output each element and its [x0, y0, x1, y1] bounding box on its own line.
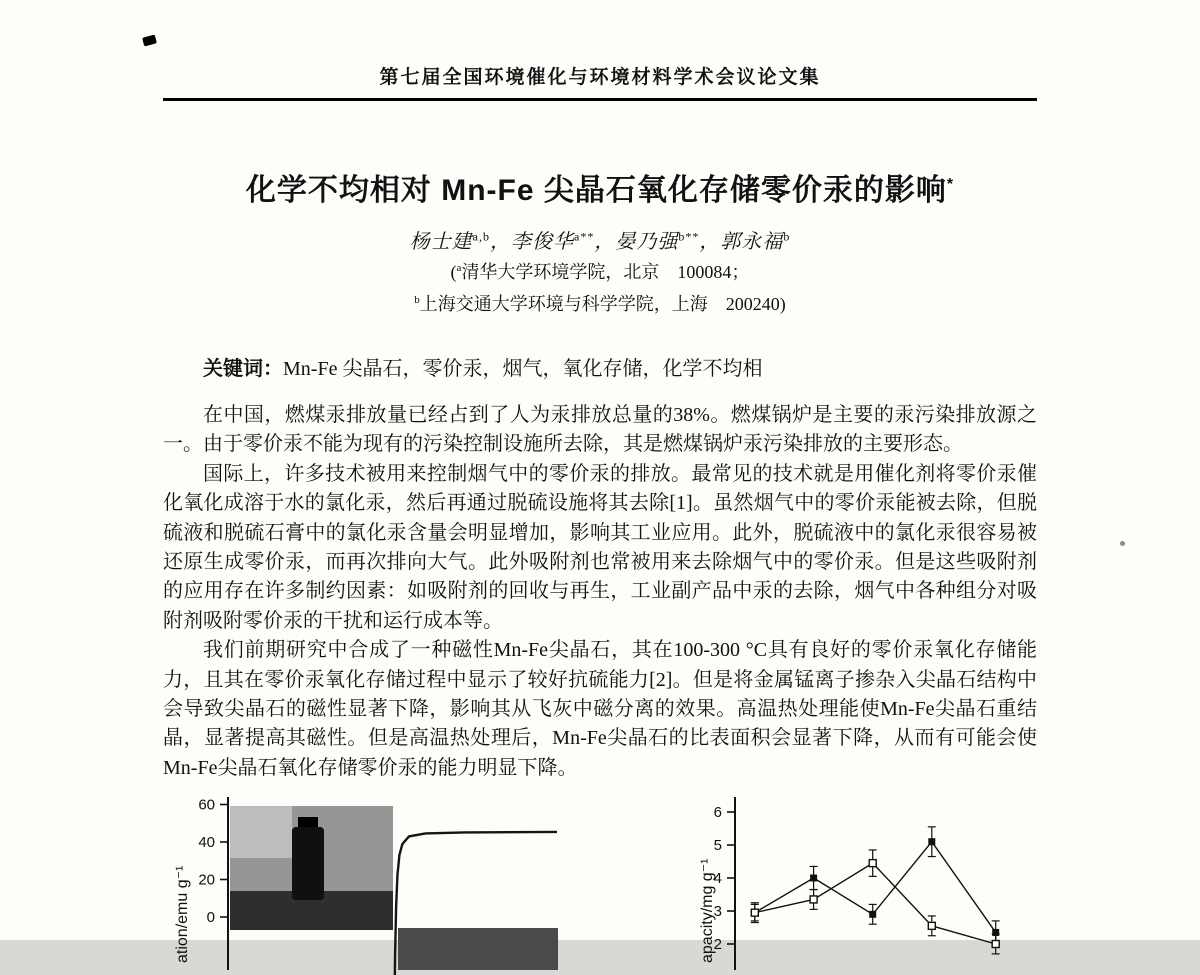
y-tick-label: 3	[714, 903, 722, 920]
scan-artifact-dot	[1120, 541, 1125, 546]
affiliation-line-2	[163, 286, 1037, 318]
inset-photo-vial-magnet	[230, 806, 393, 930]
series-1-line	[755, 842, 996, 933]
scan-artifact-mark	[142, 34, 157, 46]
series-2-marker	[928, 922, 935, 929]
keywords-text: Mn-Fe 尖晶石，零价汞，烟气，氧化存储，化学不均相	[283, 358, 762, 380]
paragraph-2: 国际上，许多技术被用来控制烟气中的零价汞的排放。最常见的技术就是用催化剂将零价汞催化氧化成溶于水的氯化汞，然后再通过脱硫设施将其去除[1]。虽然烟气中的零价汞能被去除，但脱硫液和脱硫石膏中的氯化汞含量会明显增加，影响其工业应用。此外，脱硫液中的氯化汞很容易被还原生成零价汞，而再次排向大气。此外吸附剂也常被用来去除烟气中的零价汞。但是这些吸附剂的应用存在许多制约因素：如吸附剂的回收与再生，工业副产品中汞的去除，烟气中各种组分对吸附剂吸附零价汞的干扰和运行成本等。	[163, 460, 1037, 636]
hg-capacity-chart	[690, 795, 1048, 970]
affiliation-1-text: 清华大学环境学院，北京 100084；	[461, 262, 749, 282]
series-2-line	[755, 863, 996, 944]
affiliation-1-mark: a	[457, 262, 462, 274]
y-tick-label: 20	[198, 872, 215, 889]
author-3-name: 晏乃强	[615, 231, 678, 253]
author-1-affil-mark: a,b	[473, 229, 490, 243]
conference-header: 第七届全国环境催化与环境材料学术会议论文集	[163, 0, 1037, 89]
author-1-sep: ，	[490, 231, 511, 253]
magnetization-chart	[165, 795, 563, 970]
page-content	[163, 0, 1037, 783]
y-tick-label: 2	[714, 936, 722, 953]
author-4-affil-mark: b	[783, 229, 790, 243]
author-2-sep: ，	[594, 231, 615, 253]
figure-magnetization	[165, 795, 563, 940]
y-axis-label: ation/emu g⁻¹	[174, 866, 191, 963]
author-4-name: 郭永福	[720, 231, 783, 253]
figure-hg-capacity	[690, 795, 1048, 940]
series-1-marker	[810, 875, 817, 882]
y-tick-label: 4	[714, 870, 722, 887]
author-1	[410, 231, 511, 253]
paragraph-1: 在中国，燃煤汞排放量已经占到了人为汞排放总量的38%。燃煤锅炉是主要的汞污染排放源之一。由于零价汞不能为现有的污染控制设施所去除，其是燃煤锅炉汞污染排放的主要形态。	[163, 401, 1037, 460]
affiliation-line-1	[163, 254, 1037, 286]
title-footnote-marker: *	[947, 176, 954, 193]
author-2	[511, 231, 615, 253]
right-chart-dynamic-layer	[714, 804, 1000, 954]
y-tick-label: 0	[207, 909, 215, 926]
affiliation-2-text: 上海交通大学环境与科学学院，上海 200240)	[420, 294, 786, 314]
vial-body	[292, 827, 324, 900]
y-tick-label: 40	[198, 834, 215, 851]
author-2-affil-mark: a**	[574, 229, 594, 243]
series-2-marker	[810, 896, 817, 903]
keywords-label: 关键词：	[203, 358, 283, 380]
author-3-affil-mark: b**	[678, 229, 699, 243]
paragraph-3: 我们前期研究中合成了一种磁性Mn-Fe尖晶石，其在100-300 °C具有良好的零价汞氧化存储能力，且其在零价汞氧化存储过程中显示了较好抗硫能力[2]。但是将金属锰离子掺杂入尖晶石结构中会导致尖晶石的磁性显著下降，影响其从飞灰中磁分离的效果。高温热处理能使Mn-Fe尖晶石重结晶，显著提高其磁性。但是高温热处理后，Mn-Fe尖晶石的比表面积会显著下降，从而有可能会使Mn-Fe尖晶石氧化存储零价汞的能力明显下降。	[163, 636, 1037, 783]
paper-title-text: 化学不均相对 Mn-Fe 尖晶石氧化存储零价汞的影响	[246, 174, 947, 207]
series-1-marker	[869, 911, 876, 918]
affiliation-1-prefix: (	[451, 262, 457, 282]
author-line	[163, 225, 1037, 254]
inset-photo-bottom-partial	[398, 928, 558, 970]
paper-title	[163, 165, 1037, 209]
series-2-marker	[751, 909, 758, 916]
author-3-sep: ，	[699, 231, 720, 253]
author-1-name: 杨士建	[410, 231, 473, 253]
series-2-marker	[869, 860, 876, 867]
series-2-marker	[992, 941, 999, 948]
keywords-line	[163, 352, 1037, 381]
author-3	[615, 231, 720, 253]
affiliation-2-mark: b	[414, 294, 420, 306]
header-rule	[163, 98, 1037, 101]
body-text	[163, 401, 1037, 783]
author-2-name: 李俊华	[511, 231, 574, 253]
y-tick-label: 5	[714, 837, 722, 854]
y-tick-label: 60	[198, 797, 215, 814]
series-1-marker	[928, 838, 935, 845]
y-tick-label: 6	[714, 804, 722, 821]
y-axis-label: apacity/mg g⁻¹	[699, 859, 716, 963]
author-4	[720, 231, 790, 253]
photo-glare	[230, 806, 292, 858]
